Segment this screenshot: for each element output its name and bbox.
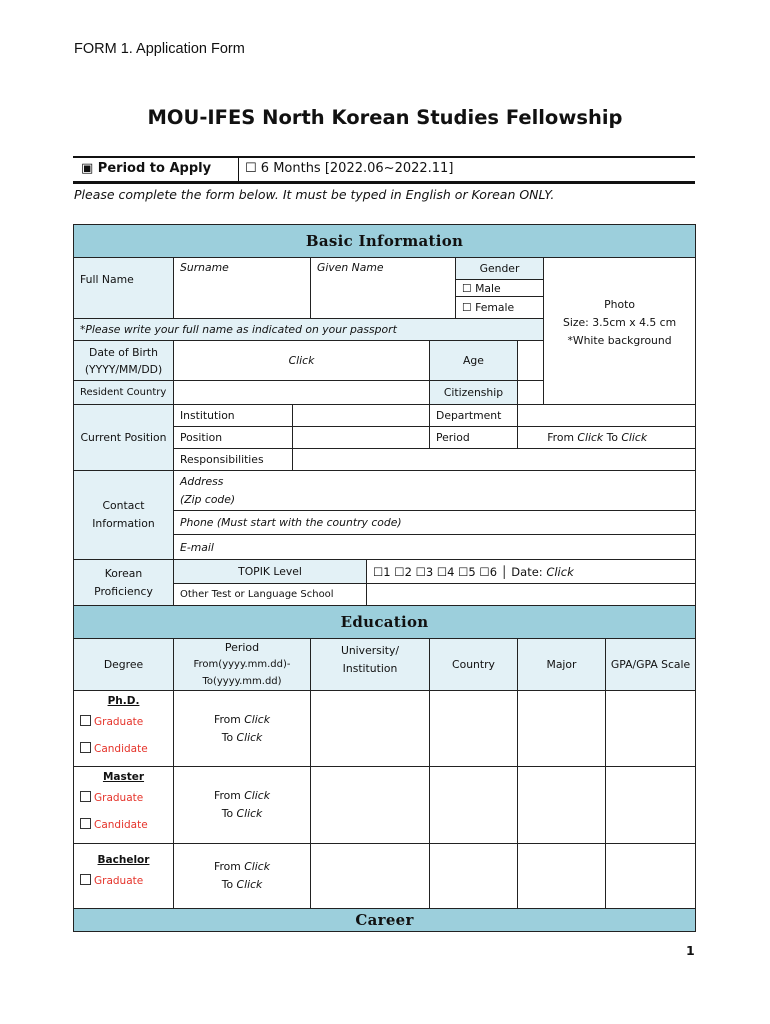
- position-field[interactable]: [293, 427, 430, 449]
- photo-background: *White background: [567, 334, 672, 347]
- phd-candidate-label: Candidate: [94, 743, 148, 755]
- page-number: 1: [686, 943, 695, 958]
- country-header: Country: [430, 639, 518, 691]
- bachelor-to-click[interactable]: Click: [236, 878, 263, 891]
- date-of-birth-field[interactable]: Click: [174, 341, 430, 381]
- master-graduate-label: Graduate: [94, 792, 144, 804]
- bachelor-gpa-field[interactable]: [606, 844, 696, 909]
- degree-phd-title: Ph.D.: [107, 695, 140, 707]
- university-header-line2: Institution: [342, 661, 398, 675]
- address-field[interactable]: [174, 471, 696, 511]
- topik-level-field[interactable]: [367, 560, 696, 584]
- topik-level-checkboxes[interactable]: ☐1 ☐2 ☐3 ☐4 ☐5 ☐6: [373, 564, 498, 579]
- master-graduate-option[interactable]: [80, 791, 167, 804]
- period-label: Period: [430, 427, 518, 449]
- divider: [238, 158, 239, 181]
- phd-candidate-option[interactable]: [80, 742, 167, 755]
- period-header: [174, 639, 311, 691]
- period-from-click[interactable]: Click: [577, 431, 604, 444]
- bachelor-from-click[interactable]: Click: [244, 860, 270, 873]
- age-label: Age: [430, 341, 518, 381]
- responsibilities-field[interactable]: [293, 449, 696, 471]
- given-name-field[interactable]: [311, 258, 456, 319]
- major-header: Major: [518, 639, 606, 691]
- period-header-from: From(yyyy.mm.dd)-: [193, 659, 291, 670]
- period-header-label: Period: [224, 641, 260, 654]
- photo-size: Size: 3.5cm x 4.5 cm: [562, 316, 677, 329]
- other-test-field[interactable]: [367, 584, 696, 606]
- application-form-table: [73, 224, 696, 932]
- phd-period-to: [180, 729, 304, 747]
- phd-from-click[interactable]: Click: [244, 713, 270, 726]
- gender-female-checkbox[interactable]: ☐ Female: [456, 297, 544, 319]
- current-position-label: Current Position: [74, 405, 174, 471]
- gpa-header: GPA/GPA Scale: [606, 639, 696, 691]
- other-test-label: Other Test or Language School: [174, 584, 367, 606]
- master-university-field[interactable]: [311, 767, 430, 844]
- period-to-word: To: [606, 431, 618, 444]
- degree-bachelor-cell: [74, 844, 174, 909]
- phone-field[interactable]: Phone (Must start with the country code): [174, 511, 696, 535]
- instruction-text: Please complete the form below. It must be typed in English or Korean ONLY.: [74, 187, 555, 202]
- master-country-field[interactable]: [430, 767, 518, 844]
- form-label: FORM 1. Application Form: [74, 41, 245, 57]
- master-gpa-field[interactable]: [606, 767, 696, 844]
- contact-label-line2: Information: [92, 517, 155, 530]
- master-period-from: [180, 787, 304, 805]
- surname-field[interactable]: [174, 258, 311, 319]
- contact-information-label: [74, 471, 174, 560]
- checkbox-icon[interactable]: [80, 742, 91, 753]
- given-name-label: Given Name: [317, 261, 384, 274]
- bachelor-period-field[interactable]: [174, 844, 311, 909]
- period-from-word: From: [547, 431, 574, 444]
- contact-label-line1: Contact: [102, 499, 145, 512]
- degree-header: Degree: [74, 639, 174, 691]
- degree-master-cell: [74, 767, 174, 844]
- phd-period-from: [180, 711, 304, 729]
- citizenship-field[interactable]: [518, 381, 544, 405]
- age-field[interactable]: [518, 341, 544, 381]
- section-career: Career: [74, 909, 696, 932]
- phd-gpa-field[interactable]: [606, 691, 696, 767]
- gender-label: Gender: [456, 258, 544, 280]
- phd-country-field[interactable]: [430, 691, 518, 767]
- bachelor-country-field[interactable]: [430, 844, 518, 909]
- university-header-line1: University/: [340, 643, 400, 657]
- checkbox-icon[interactable]: [80, 715, 91, 726]
- date-label: Date:: [511, 564, 543, 579]
- checkbox-icon[interactable]: [80, 818, 91, 829]
- master-candidate-label: Candidate: [94, 819, 148, 831]
- address-label: Address: [180, 474, 224, 488]
- phd-university-field[interactable]: [311, 691, 430, 767]
- section-education: Education: [74, 606, 696, 639]
- phd-graduate-label: Graduate: [94, 716, 144, 728]
- from-word: From: [214, 789, 241, 802]
- date-of-birth-label: [74, 341, 174, 381]
- bachelor-major-field[interactable]: [518, 844, 606, 909]
- degree-master-title: Master: [102, 771, 145, 783]
- phd-graduate-option[interactable]: [80, 715, 167, 728]
- citizenship-label: Citizenship: [430, 381, 518, 405]
- photo-label: Photo: [604, 298, 635, 311]
- separator: │: [500, 564, 508, 579]
- dob-label-line2: (YYYY/MM/DD): [84, 362, 163, 376]
- bachelor-period-from: [180, 858, 304, 876]
- degree-phd-cell: [74, 691, 174, 767]
- photo-box[interactable]: [544, 258, 696, 405]
- from-word: From: [214, 860, 241, 873]
- page-title: MOU-IFES North Korean Studies Fellowship: [147, 106, 623, 129]
- passport-note: *Please write your full name as indicated on your passport: [74, 319, 544, 341]
- to-word: To: [221, 807, 234, 820]
- resident-country-label: Resident Country: [74, 381, 174, 405]
- master-major-field[interactable]: [518, 767, 606, 844]
- period-label: ▣ Period to Apply: [81, 161, 212, 176]
- period-option-checkbox[interactable]: ☐ 6 Months [2022.06~2022.11]: [245, 161, 454, 176]
- from-word: From: [214, 713, 241, 726]
- gender-male-checkbox[interactable]: ☐ Male: [456, 280, 544, 297]
- korean-label-line2: Proficiency: [94, 584, 153, 598]
- checkbox-icon[interactable]: [80, 874, 91, 885]
- phd-period-field[interactable]: [174, 691, 311, 767]
- degree-bachelor-title: Bachelor: [97, 854, 150, 866]
- resident-country-field[interactable]: [174, 381, 430, 405]
- bachelor-graduate-label: Graduate: [94, 875, 144, 887]
- responsibilities-label: Responsibilities: [174, 449, 293, 471]
- institution-field[interactable]: [293, 405, 430, 427]
- date-click[interactable]: Click: [546, 564, 574, 579]
- master-to-click[interactable]: Click: [236, 807, 263, 820]
- master-candidate-option[interactable]: [80, 818, 167, 831]
- period-to-click[interactable]: Click: [621, 431, 648, 444]
- bachelor-university-field[interactable]: [311, 844, 430, 909]
- department-field[interactable]: [518, 405, 696, 427]
- korean-label-line1: Korean: [104, 566, 143, 580]
- zip-code-label: (Zip code): [180, 492, 236, 506]
- email-field[interactable]: E-mail: [174, 535, 696, 560]
- university-header: [311, 639, 430, 691]
- full-name-label: Full Name: [74, 258, 174, 319]
- master-period-field[interactable]: [174, 767, 311, 844]
- surname-label: Surname: [180, 261, 229, 274]
- department-label: Department: [430, 405, 518, 427]
- dob-label-line1: Date of Birth: [89, 345, 158, 359]
- position-label: Position: [174, 427, 293, 449]
- master-from-click[interactable]: Click: [244, 789, 270, 802]
- to-word: To: [221, 878, 234, 891]
- topik-level-label: TOPIK Level: [174, 560, 367, 584]
- period-field[interactable]: [518, 427, 696, 449]
- master-period-to: [180, 805, 304, 823]
- institution-label: Institution: [174, 405, 293, 427]
- phd-to-click[interactable]: Click: [236, 731, 263, 744]
- phd-major-field[interactable]: [518, 691, 606, 767]
- bachelor-graduate-option[interactable]: [80, 874, 167, 887]
- checkbox-icon[interactable]: [80, 791, 91, 802]
- period-header-to: To(yyyy.mm.dd): [202, 676, 282, 687]
- bachelor-period-to: [180, 876, 304, 894]
- korean-proficiency-label: [74, 560, 174, 606]
- section-basic-information: Basic Information: [74, 225, 696, 258]
- to-word: To: [221, 731, 234, 744]
- period-to-apply-row: [73, 156, 695, 184]
